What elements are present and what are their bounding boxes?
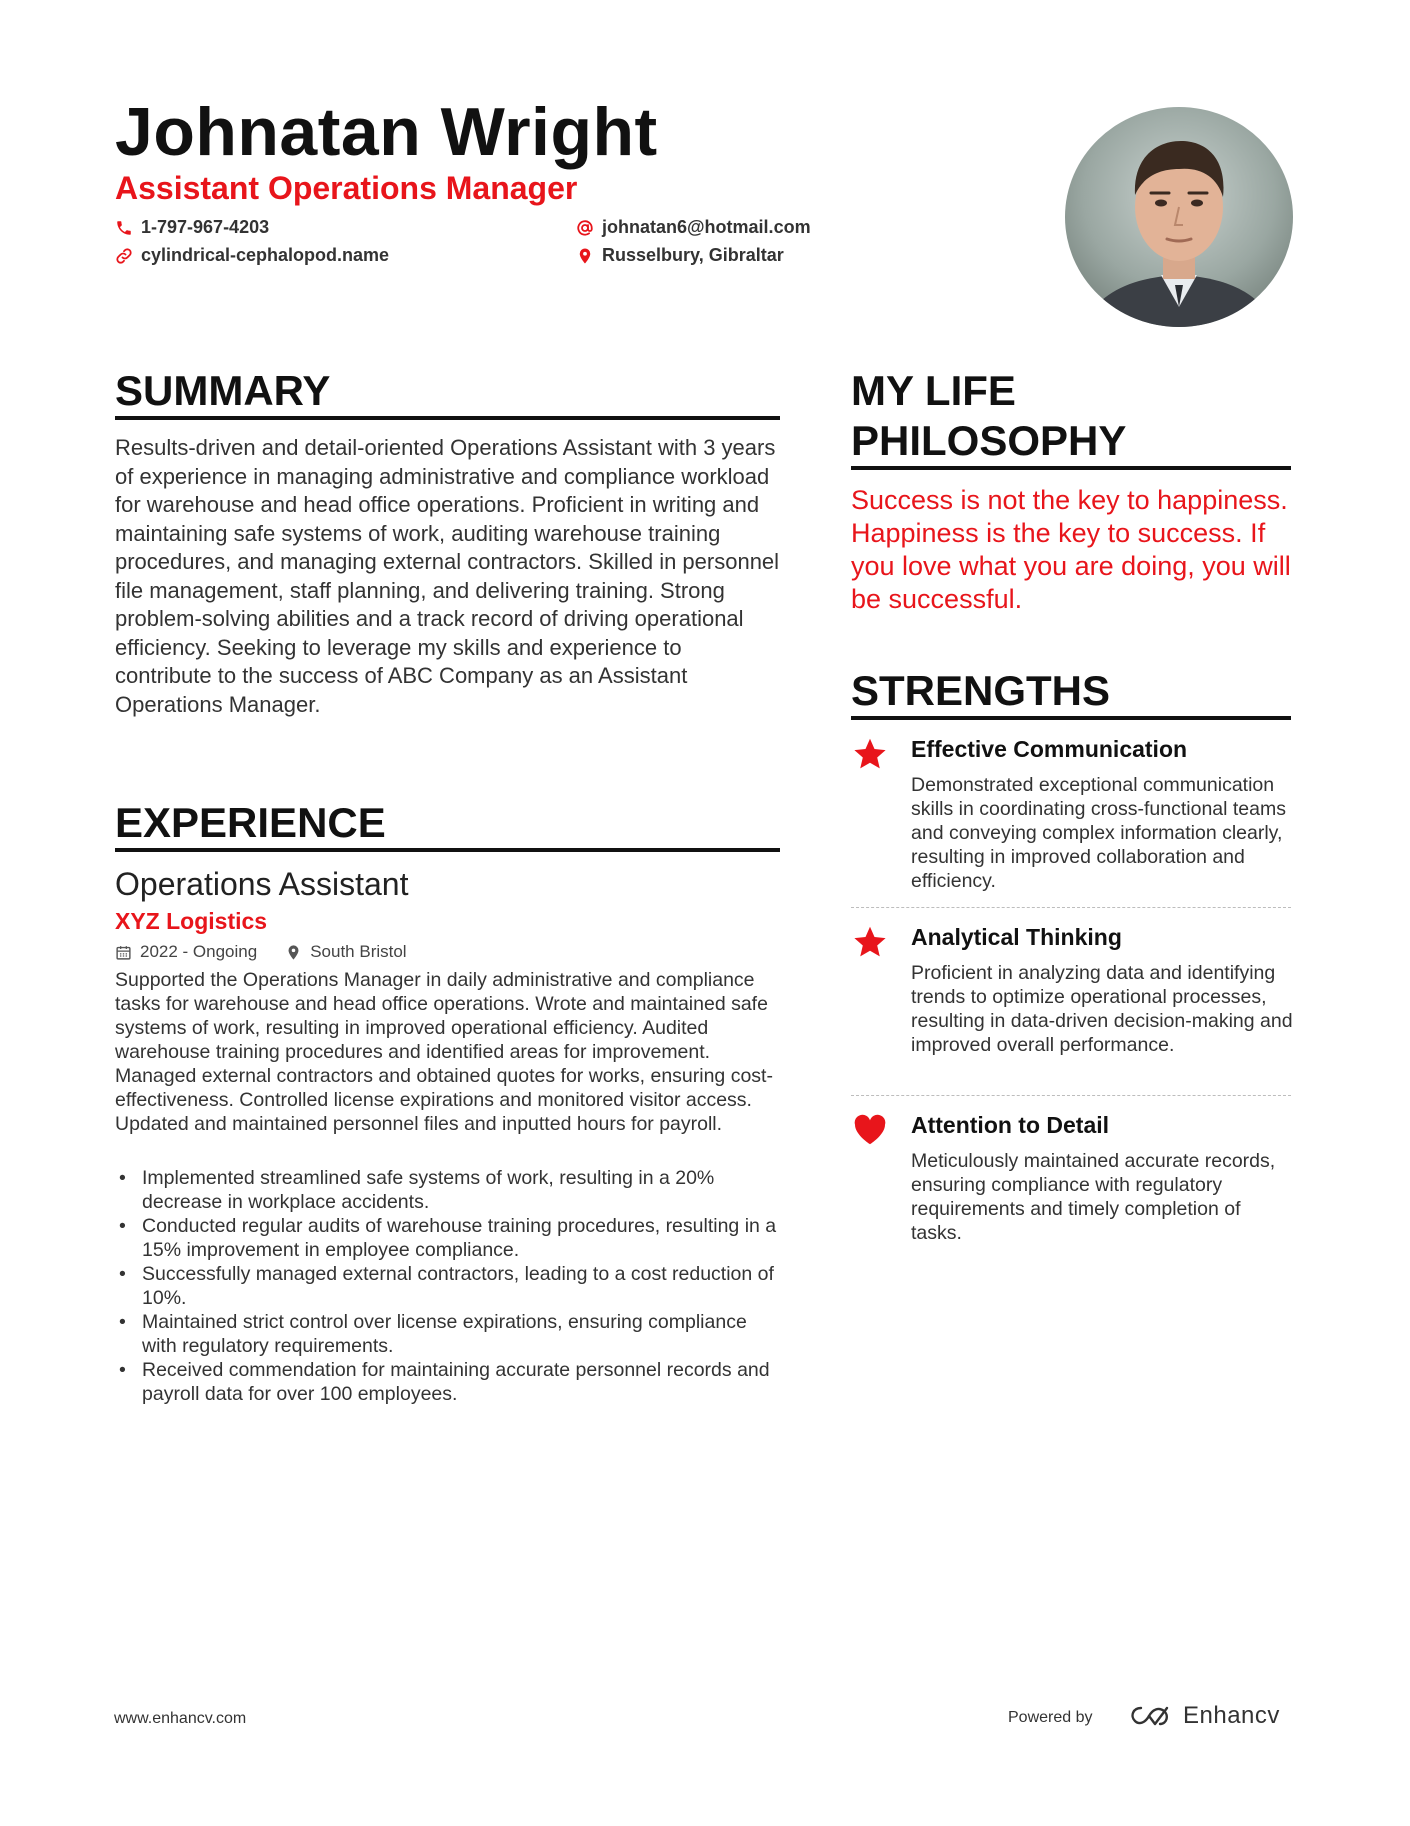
contact-email [576, 217, 811, 238]
job-dates: 2022 - Ongoing [140, 942, 258, 961]
contact-website [115, 245, 389, 266]
link-icon [115, 247, 133, 265]
star-icon [851, 924, 889, 960]
brand-logo[interactable] [1127, 1702, 1280, 1730]
strength-name: Analytical Thinking [911, 924, 1122, 950]
philosophy-quote: Success is not the key to happiness. Happiness is the key to success. If you love what you are doing, you will be successful. [851, 485, 1291, 614]
phone-icon [115, 219, 133, 237]
strength-separator [851, 1095, 1291, 1096]
summary-heading: SUMMARY [115, 367, 331, 414]
footer-url[interactable]: www.enhancv.com [114, 1710, 247, 1727]
job-achievements [115, 1166, 780, 1406]
profile-photo [1065, 107, 1293, 327]
strength-description: Proficient in analyzing data and identifying trends to optimize operational processes, resulting in data-driven decision-making and improved overall performance. [911, 962, 1293, 1056]
phone-text[interactable]: 1-797-967-4203 [141, 217, 270, 237]
contact-location [576, 245, 784, 266]
avatar [1065, 107, 1293, 327]
candidate-title: Assistant Operations Manager [115, 170, 578, 206]
enhancv-logo-icon [1127, 1703, 1173, 1729]
list-item: • Conducted regular audits of warehouse training procedures, resulting in a 15% improvement in employee compliance. [115, 1214, 780, 1262]
contact-phone [115, 217, 269, 238]
experience-divider [115, 848, 780, 852]
strengths-heading: STRENGTHS [851, 667, 1111, 714]
strength-name: Attention to Detail [911, 1112, 1110, 1138]
at-icon [576, 219, 594, 237]
list-item: • Maintained strict control over license expirations, ensuring compliance with regulatory requirements. [115, 1310, 780, 1358]
summary-divider [115, 416, 780, 420]
list-item: • Received commendation for maintaining accurate personnel records and payroll data for over 100 employees. [115, 1358, 780, 1406]
candidate-name: Johnatan Wright [115, 94, 658, 170]
job-company: XYZ Logistics [115, 908, 268, 934]
star-icon [851, 736, 889, 772]
brand-name: Enhancv [1183, 1702, 1280, 1729]
summary-text: Results-driven and detail-oriented Operations Assistant with 3 years of experience in managing administrative and compliance workload for warehouse and head office operations. Proficient in writing and maintaining safe systems of work, auditing warehouse training procedures, and managing external contractors. Skilled in personnel file management, staff planning, and delivering training. Strong problem-solving abilities and a track record of driving operational efficiency. Seeking to leverage my skills and experience to contribute to the success of ABC Company as an Assistant Operations Manager. [115, 435, 780, 717]
strength-separator [851, 907, 1291, 908]
email-text[interactable]: johnatan6@hotmail.com [602, 217, 811, 237]
job-location: South Bristol [310, 942, 407, 961]
location-pin-icon [576, 247, 594, 265]
list-item: • Implemented streamlined safe systems of work, resulting in a 20% decrease in workplace accidents. [115, 1166, 780, 1214]
strengths-divider [851, 716, 1291, 720]
job-description: Supported the Operations Manager in daily administrative and compliance tasks for warehouse and head office operations. Wrote and maintained safe systems of work, resulting in improved operational efficiency. Audited warehouse training procedures and identified areas for improvement. Managed external contractors and obtained quotes for works, ensuring cost-effectiveness. Controlled license expirations and monitored visitor access. Updated and maintained personnel files and inputted hours for payroll. [115, 969, 773, 1135]
experience-heading: EXPERIENCE [115, 799, 386, 846]
job-meta [115, 942, 407, 962]
philosophy-heading-line1: MY LIFE [851, 367, 1016, 414]
job-role: Operations Assistant [115, 866, 409, 902]
philosophy-heading-line2: PHILOSOPHY [851, 417, 1127, 464]
powered-by-label: Powered by [1008, 1709, 1093, 1726]
strength-description: Meticulously maintained accurate records, ensuring compliance with regulatory requirements and timely completion of tasks. [911, 1150, 1276, 1244]
location-pin-icon [285, 944, 302, 961]
calendar-icon [115, 944, 132, 961]
philosophy-divider [851, 466, 1291, 470]
website-text[interactable]: cylindrical-cephalopod.name [141, 245, 390, 265]
list-item: • Successfully managed external contractors, leading to a cost reduction of 10%. [115, 1262, 780, 1310]
strength-description: Demonstrated exceptional communication skills in coordinating cross-functional teams and conveying complex information clearly, resulting in improved collaboration and efficiency. [911, 774, 1286, 892]
location-text: Russelbury, Gibraltar [602, 245, 784, 265]
strength-name: Effective Communication [911, 736, 1188, 762]
heart-icon [851, 1112, 889, 1148]
